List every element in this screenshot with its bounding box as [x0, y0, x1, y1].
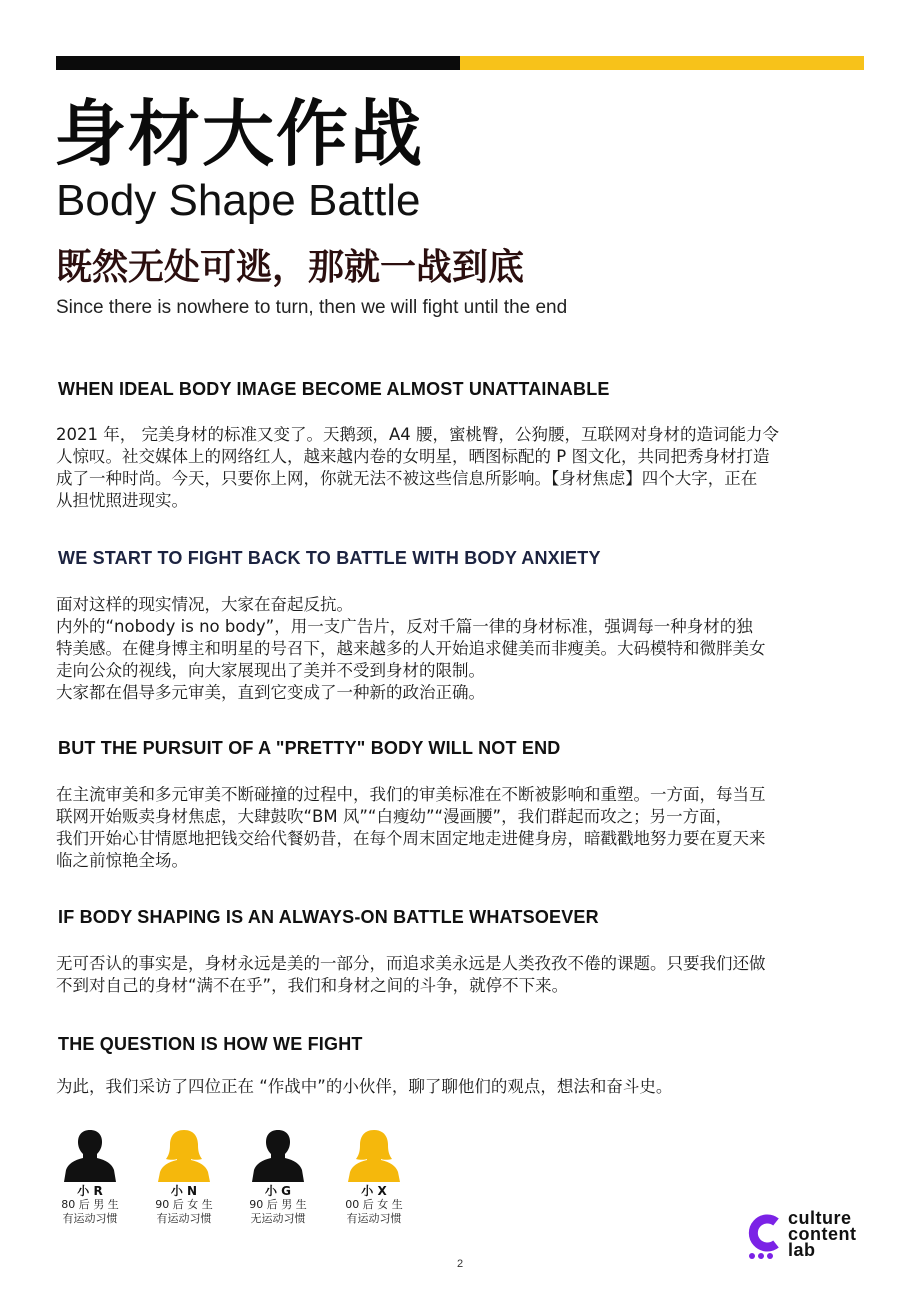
logo-c-mark-icon [746, 1212, 784, 1260]
section-heading-2: WE START TO FIGHT BACK TO BATTLE WITH BODY ANXIETY [58, 548, 601, 568]
section-heading-3: BUT THE PURSUIT OF A "PRETTY" BODY WILL NOT END [58, 738, 561, 758]
section-paragraph-1 [56, 424, 866, 512]
paragraph-line: 无可否认的事实是，身材永远是美的一部分，而追求美永远是人类孜孜不倦的课题。只要我们还做 [56, 954, 766, 973]
interviewee-card [344, 1128, 404, 1226]
interviewee-profile: 90 后 男 生 [249, 1198, 307, 1211]
section-heading-4: IF BODY SHAPING IS AN ALWAYS-ON BATTLE WHATSOEVER [58, 907, 599, 927]
top-bar-yellow [460, 56, 864, 70]
interviewee-profile: 00 后 女 生 [345, 1198, 403, 1211]
subtitle-cn: 既然无处可逃，那就一战到底 [56, 247, 525, 288]
interviewee-profile: 80 后 男 生 [61, 1198, 119, 1211]
interviewee-habit: 无运动习惯 [250, 1212, 306, 1225]
interviewee-card [154, 1128, 214, 1226]
top-bar-black [56, 56, 460, 70]
interviewee-habit: 有运动习惯 [346, 1212, 402, 1225]
paragraph-line: 面对这样的现实情况，大家在奋起反抗。 [56, 595, 353, 614]
paragraph-line: 大家都在倡导多元审美，直到它变成了一种新的政治正确。 [56, 683, 485, 702]
paragraph-line: 成了一种时尚。今天，只要你上网，你就无法不被这些信息所影响。【身材焦虑】四个大字，正在 [56, 469, 758, 488]
male-silhouette-icon [248, 1128, 308, 1184]
paragraph-line: 特美感。在健身博主和明星的号召下，越来越多的人开始追求健美而非瘦美。大码模特和微胖美女 [56, 639, 766, 658]
paragraph-line: 为此，我们采访了四位正在 “作战中”的小伙伴，聊了聊他们的观点，想法和奋斗史。 [56, 1077, 673, 1096]
paragraph-line: 临之前惊艳全场。 [56, 851, 188, 870]
female-silhouette-icon [344, 1128, 404, 1184]
paragraph-line: 走向公众的视线，向大家展现出了美并不受到身材的限制。 [56, 661, 485, 680]
paragraph-line: 联网开始贩卖身材焦虑，大肆鼓吹“BM 风”“白瘦幼”“漫画腰”，我们群起而攻之；另一方面， [56, 807, 733, 826]
interviewee-card [60, 1128, 120, 1226]
logo-word: content [788, 1224, 857, 1244]
section-heading-5: THE QUESTION IS HOW WE FIGHT [58, 1034, 363, 1054]
culture-content-lab-logo [746, 1210, 886, 1262]
interviewee-list [56, 1128, 436, 1238]
interviewee-name: 小 X [361, 1184, 387, 1198]
page-title-cn: 身材大作战 [54, 92, 425, 176]
paragraph-line: 从担忧照进现实。 [56, 491, 188, 510]
interviewee-habit: 有运动习惯 [156, 1212, 212, 1225]
interviewee-name: 小 G [264, 1184, 292, 1198]
paragraph-line: 内外的“nobody is no body”，用一支广告片，反对千篇一律的身材标准，强调每一种身材的独 [56, 617, 753, 636]
page-number: 2 [456, 1258, 464, 1270]
section-heading-1: WHEN IDEAL BODY IMAGE BECOME ALMOST UNATTAINABLE [58, 379, 610, 399]
interviewee-name: 小 N [170, 1184, 198, 1198]
female-silhouette-icon [154, 1128, 214, 1184]
logo-word: lab [788, 1240, 816, 1260]
interviewee-card [248, 1128, 308, 1226]
section-paragraph-2 [56, 594, 866, 704]
paragraph-line: 2021 年， 完美身材的标准又变了。天鹅颈，A4 腰，蜜桃臀，公狗腰，互联网对身材的造词能力令 [56, 425, 780, 444]
paragraph-line: 人惊叹。社交媒体上的网络红人，越来越内卷的女明星，晒图标配的 P 图文化，共同把秀身材打造 [56, 447, 770, 466]
subtitle-en: Since there is nowhere to turn, then we will fight until the end [56, 297, 568, 318]
paragraph-line: 我们开始心甘情愿地把钱交给代餐奶昔，在每个周末固定地走进健身房，暗戳戳地努力要在夏天来 [56, 829, 766, 848]
page-title-en: Body Shape Battle [56, 176, 421, 225]
paragraph-line: 不到对自己的身材“满不在乎”，我们和身材之间的斗争，就停不下来。 [56, 976, 569, 995]
section-paragraph-5 [56, 1076, 866, 1098]
section-paragraph-3 [56, 784, 866, 872]
male-silhouette-icon [60, 1128, 120, 1184]
interviewee-profile: 90 后 女 生 [155, 1198, 213, 1211]
logo-text [788, 1210, 857, 1258]
logo-word: culture [788, 1208, 852, 1228]
interviewee-name: 小 R [77, 1184, 103, 1198]
section-paragraph-4 [56, 953, 866, 997]
paragraph-line: 在主流审美和多元审美不断碰撞的过程中，我们的审美标准在不断被影响和重塑。一方面，每当互 [56, 785, 766, 804]
interviewee-habit: 有运动习惯 [62, 1212, 118, 1225]
